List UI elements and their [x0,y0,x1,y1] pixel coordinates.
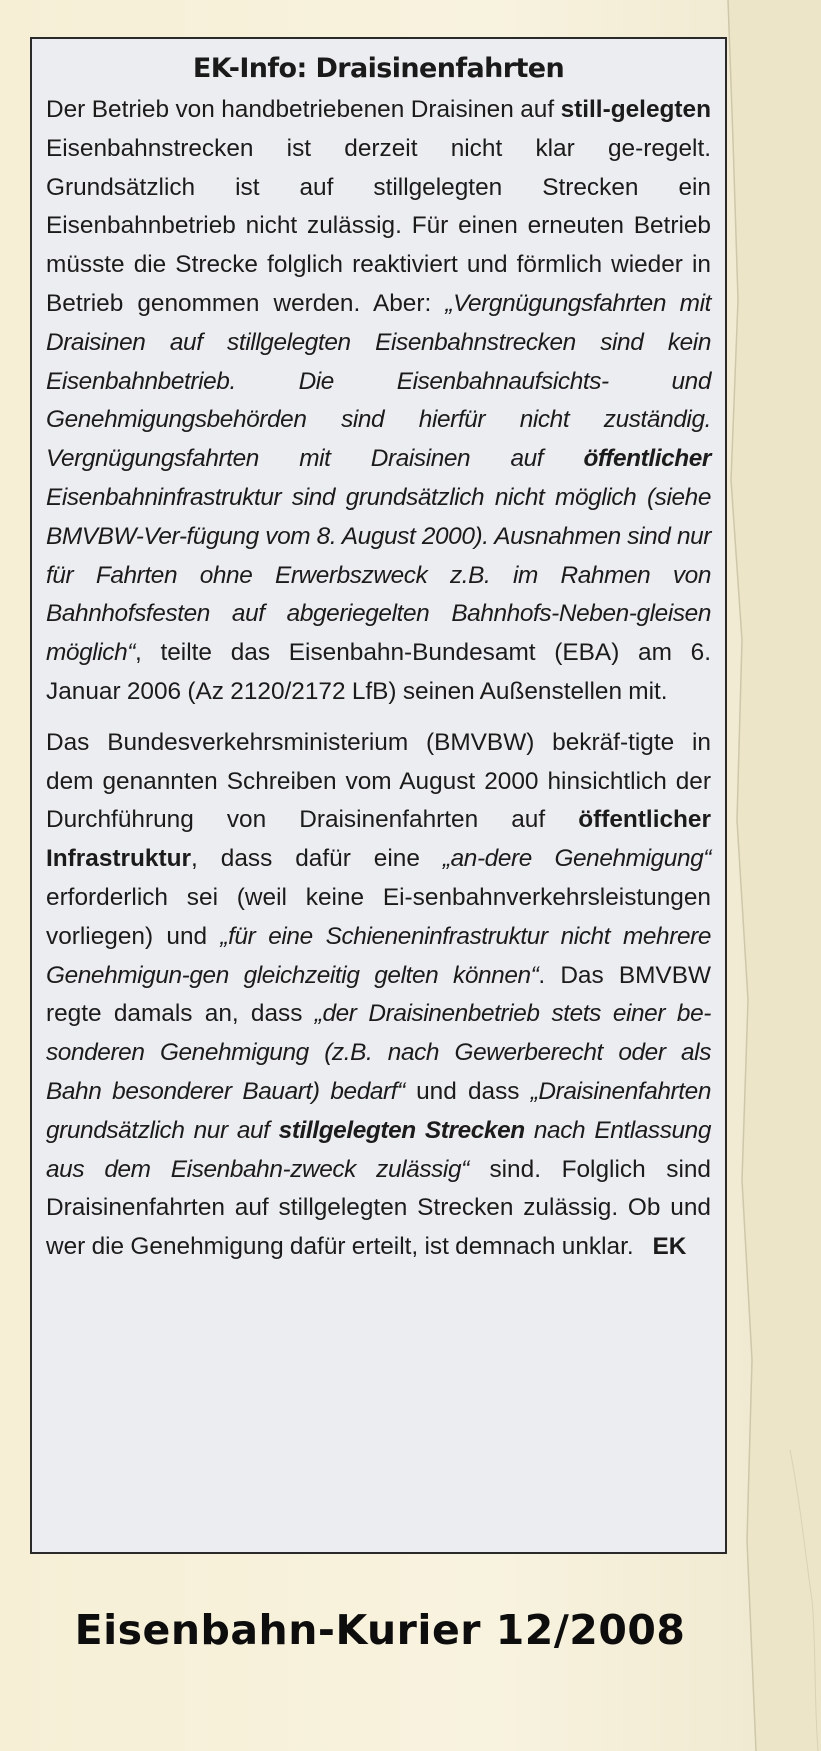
paragraph-2 [46,724,711,1267]
p2-text-1: Das Bundesverkehrsministerium (BMVBW) bekräf-tigte in dem genannten Schreiben vom August 2000 hinsichtlich der Durchführung von Draisinenfahrten auf [46,728,711,834]
p2-bold-stillgelegten-strecken: stillgelegten Strecken [278,1116,525,1144]
paragraph-1 [46,91,711,712]
box-title: EK-Info: Draisinenfahrten [192,53,565,84]
p2-quote-4a: „Draisinenfahrten grundsätzlich nur auf [46,1077,711,1144]
p2-quote-1: „an-dere Genehmigung“ [442,845,711,873]
p1-quote-1: „Vergnügungsfahrten mit Draisinen auf stillgelegten Eisenbahnstrecken sind kein Eisenbahnbetrieb. Die Eisenbahnaufsichts- und Genehmigungsbehörden sind hierfür nicht zuständig. Vergnügungsfahrten mit Draisinen auf [46,289,711,473]
p1-bold-oeffentlicher: öffentlicher [583,445,711,473]
p1-text-3: , teilte das Eisenbahn-Bundesamt (EBA) am 6. Januar 2006 (Az 2120/2172 LfB) seinen Außenstellen mit. [46,639,711,705]
signature-ek: EK [652,1233,687,1261]
p2-quote-2: „für eine Schieneninfrastruktur nicht mehrere Genehmigun-gen gleichzeitig gelten können“ [46,922,711,989]
p1-text-2: Eisenbahnstrecken ist derzeit nicht klar ge-regelt. Grundsätzlich ist auf stillgelegten Strecken ein Eisenbahnbetrieb nicht zulässig. Für einen erneuten Betrieb müsste die Strecke folglich reaktiviert und förmlich wieder in Betrieb genommen werden. Aber: [46,134,711,317]
info-box [30,37,727,1554]
p2-text-3: erforderlich sei (weil keine Ei-senbahnverkehrsleistungen vorliegen) und [46,883,711,950]
p2-quote-3: „der Draisinenbetrieb stets einer be-sonderen Genehmigung (z.B. nach Gewerberecht oder als Bahn besonderer Bauart) bedarf“ [46,1000,711,1105]
p1-text-1: Der Betrieb von handbetriebenen Draisinen auf [46,96,561,123]
p2-quote-4b: nach Entlassung aus dem Eisenbahn-zweck zulässig“ [46,1116,711,1183]
p2-text-2: , dass dafür eine [191,845,443,873]
source-citation: Eisenbahn-Kurier 12/2008 [74,1606,686,1654]
p2-text-6: sind. Folglich sind Draisinenfahrten auf stillgelegten Strecken zulässig. Ob und wer die Genehmigung dafür erteilt, ist demnach unklar. [46,1155,711,1261]
p2-text-5: und dass [404,1077,531,1105]
p1-bold-stillgelegten: still-gelegten [560,96,711,123]
p2-text-4: . Das BMVBW regte damals an, dass [46,961,711,1028]
p1-quote-2: Eisenbahninfrastruktur sind grundsätzlich nicht möglich (siehe BMVBW-Ver-fügung vom 8. August 2000). Ausnahmen sind nur für Fahrten ohne Erwerbszweck z.B. im Rahmen von Bahnhofsfesten auf abgeriegelten Bahnhofs-Neben-gleisen möglich“ [46,483,711,667]
p2-bold-infrastruktur: öffentlicher Infrastruktur [46,806,711,873]
